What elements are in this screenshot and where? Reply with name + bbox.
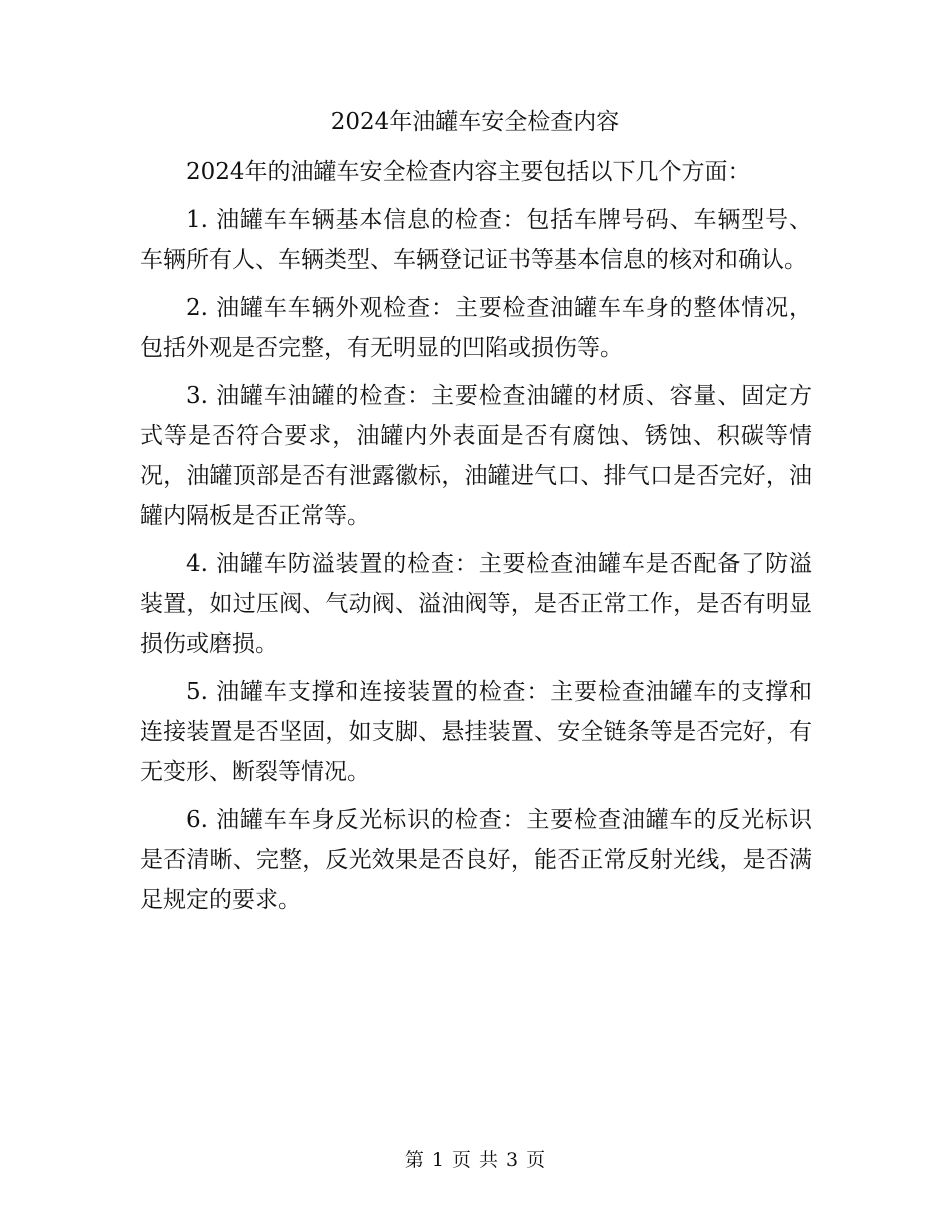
item-paragraph-6: 6. 油罐车车身反光标识的检查：主要检查油罐车的反光标识是否清晰、完整，反光效果是否良好，能否正常反射光线，是否满足规定的要求。: [140, 807, 812, 913]
item-paragraph-4: 4. 油罐车防溢装置的检查：主要检查油罐车是否配备了防溢装置，如过压阀、气动阀、溢油阀等，是否正常工作，是否有明显损伤或磨损。: [140, 551, 812, 657]
item-paragraph-1: 1. 油罐车车辆基本信息的检查：包括车牌号码、车辆型号、车辆所有人、车辆类型、车辆登记证书等基本信息的核对和确认。: [140, 207, 812, 273]
intro-paragraph: 2024年的油罐车安全检查内容主要包括以下几个方面：: [186, 159, 751, 185]
item-paragraph-3: 3. 油罐车油罐的检查：主要检查油罐的材质、容量、固定方式等是否符合要求，油罐内外表面是否有腐蚀、锈蚀、积碳等情况，油罐顶部是否有泄露徽标，油罐进气口、排气口是否完好，油罐内隔板是否正常等。: [140, 383, 812, 529]
item-paragraph-5: 5. 油罐车支撑和连接装置的检查：主要检查油罐车的支撑和连接装置是否坚固，如支脚、悬挂装置、安全链条等是否完好，有无变形、断裂等情况。: [140, 679, 812, 785]
page-number-footer: 第 1 页 共 3 页: [404, 1149, 546, 1171]
item-paragraph-2: 2. 油罐车车辆外观检查：主要检查油罐车车身的整体情况，包括外观是否完整，有无明显的凹陷或损伤等。: [140, 295, 812, 361]
document-title: 2024年油罐车安全检查内容: [330, 109, 620, 135]
document-body: [140, 152, 812, 928]
